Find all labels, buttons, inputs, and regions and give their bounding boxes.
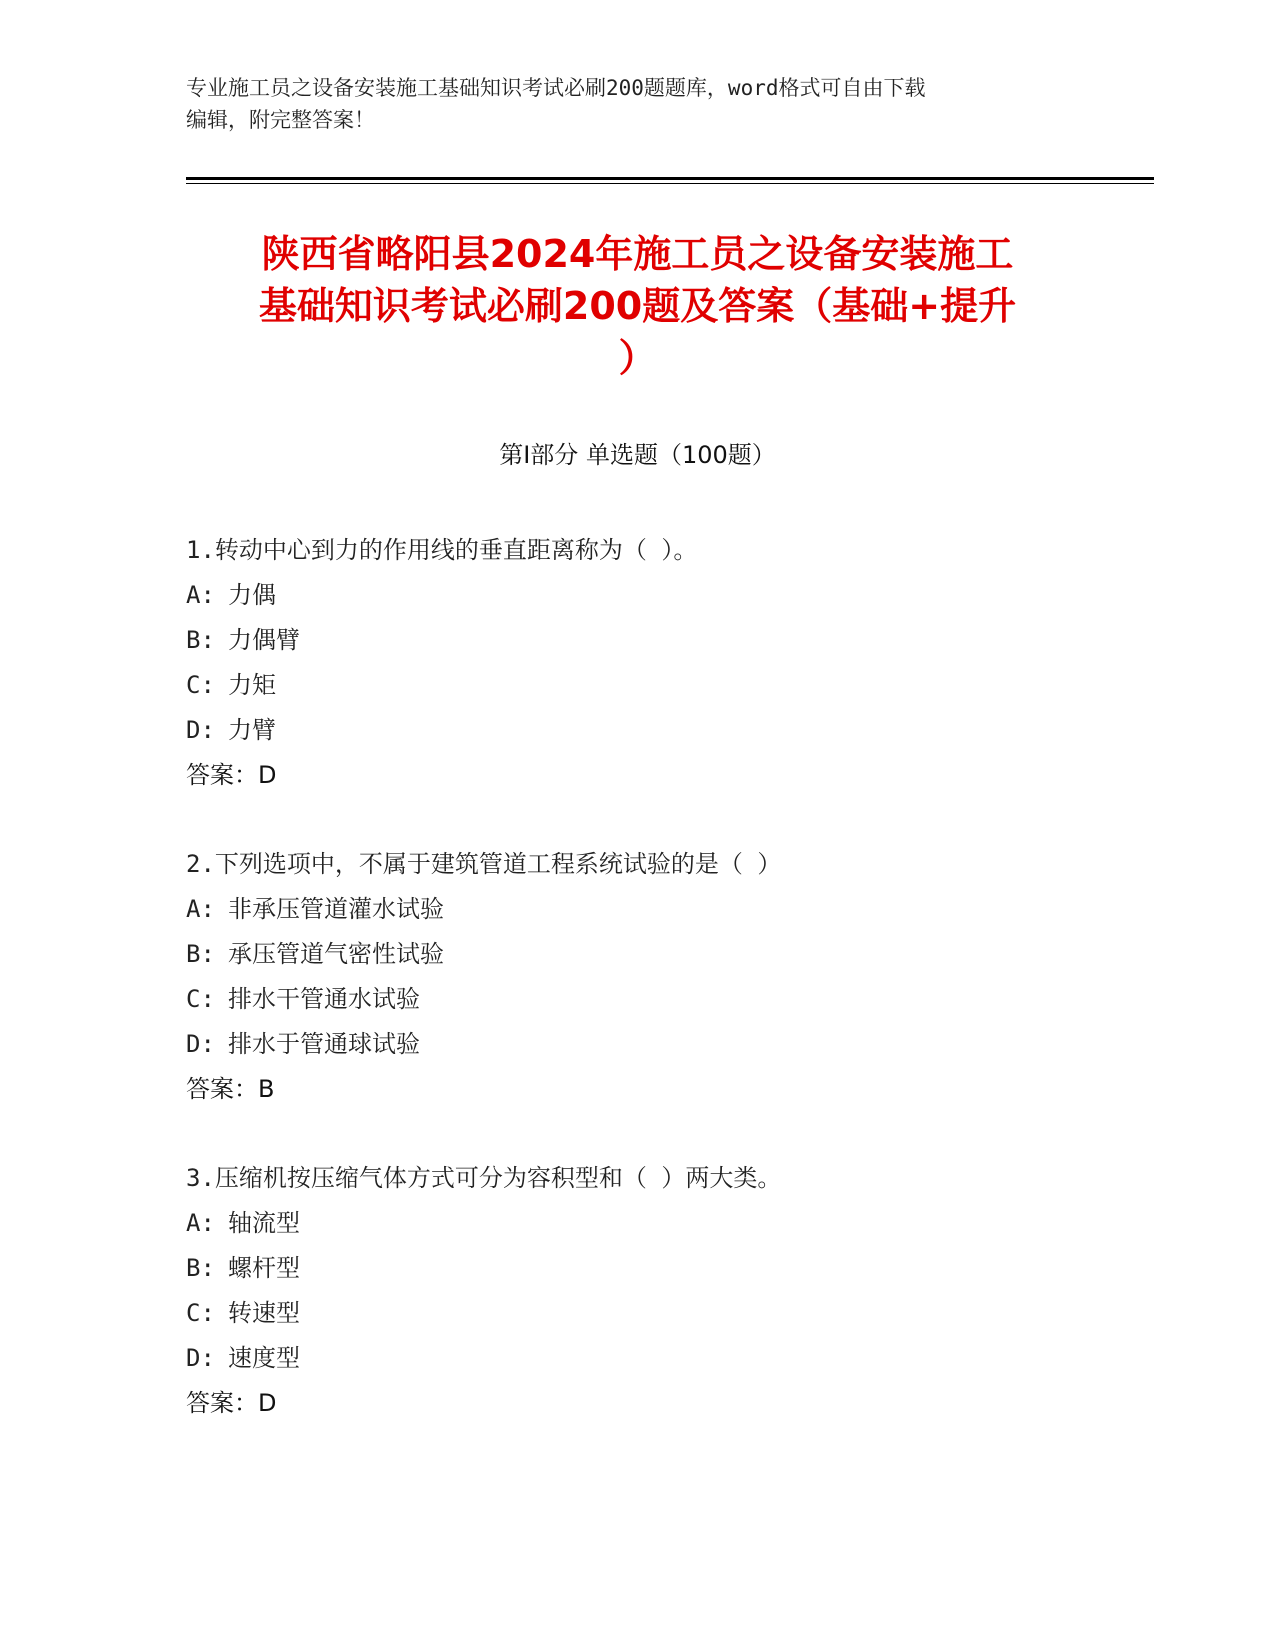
- option-letter: D:: [186, 1344, 215, 1372]
- option-a: [186, 573, 1136, 618]
- option-text: 非承压管道灌水试验: [228, 895, 444, 923]
- section-heading: 第Ⅰ部分 单选题（100题）: [499, 441, 776, 469]
- option-b: [186, 1246, 1136, 1291]
- option-text: 速度型: [228, 1344, 300, 1372]
- question-stem: 1.转动中心到力的作用线的垂直距离称为（ ）。: [186, 536, 698, 564]
- document-title: [180, 228, 1095, 384]
- document-title-line-3: ）: [618, 336, 657, 380]
- option-text: 转速型: [228, 1299, 300, 1327]
- option-letter: C:: [186, 671, 215, 699]
- document-title-line-2: 基础知识考试必刷200题及答案（基础+提升: [258, 284, 1017, 328]
- option-letter: B:: [186, 626, 215, 654]
- question-stem: 2.下列选项中，不属于建筑管道工程系统试验的是（ ）: [186, 850, 782, 878]
- option-letter: B:: [186, 1254, 215, 1282]
- answer-line: 答案：D: [186, 1389, 277, 1417]
- option-b: [186, 932, 1136, 977]
- question-2: [186, 842, 1136, 1112]
- question-stem: 3.压缩机按压缩气体方式可分为容积型和（ ）两大类。: [186, 1164, 782, 1192]
- option-letter: D:: [186, 716, 215, 744]
- option-letter: C:: [186, 985, 215, 1013]
- option-text: 轴流型: [228, 1209, 300, 1237]
- header-note-line-1: 专业施工员之设备安装施工基础知识考试必刷200题题库，word格式可自由下载: [186, 76, 926, 100]
- option-letter: A:: [186, 895, 215, 923]
- option-c: [186, 663, 1136, 708]
- question-1: [186, 528, 1136, 798]
- header-divider-thick: [186, 177, 1154, 180]
- option-c: [186, 977, 1136, 1022]
- option-c: [186, 1291, 1136, 1336]
- option-letter: A:: [186, 581, 215, 609]
- header-note-line-2: 编辑，附完整答案！: [186, 108, 375, 132]
- document-title-line-1: 陕西省略阳县2024年施工员之设备安装施工: [261, 232, 1014, 276]
- option-text: 力偶: [228, 581, 276, 609]
- option-b: [186, 618, 1136, 663]
- option-text: 力矩: [228, 671, 276, 699]
- header-divider-thin: [186, 183, 1154, 184]
- option-d: [186, 1022, 1136, 1067]
- option-letter: B:: [186, 940, 215, 968]
- option-a: [186, 887, 1136, 932]
- question-3: [186, 1156, 1136, 1426]
- answer-line: 答案：B: [186, 1075, 275, 1103]
- document-header-note: [186, 72, 1086, 136]
- option-text: 排水干管通水试验: [228, 985, 420, 1013]
- option-d: [186, 708, 1136, 753]
- option-letter: D:: [186, 1030, 215, 1058]
- option-text: 力臂: [228, 716, 276, 744]
- option-text: 排水于管通球试验: [228, 1030, 420, 1058]
- option-letter: A:: [186, 1209, 215, 1237]
- option-text: 承压管道气密性试验: [228, 940, 444, 968]
- option-a: [186, 1201, 1136, 1246]
- option-letter: C:: [186, 1299, 215, 1327]
- answer-line: 答案：D: [186, 761, 277, 789]
- option-text: 螺杆型: [228, 1254, 300, 1282]
- option-d: [186, 1336, 1136, 1381]
- option-text: 力偶臂: [228, 626, 300, 654]
- question-list: [186, 528, 1136, 1470]
